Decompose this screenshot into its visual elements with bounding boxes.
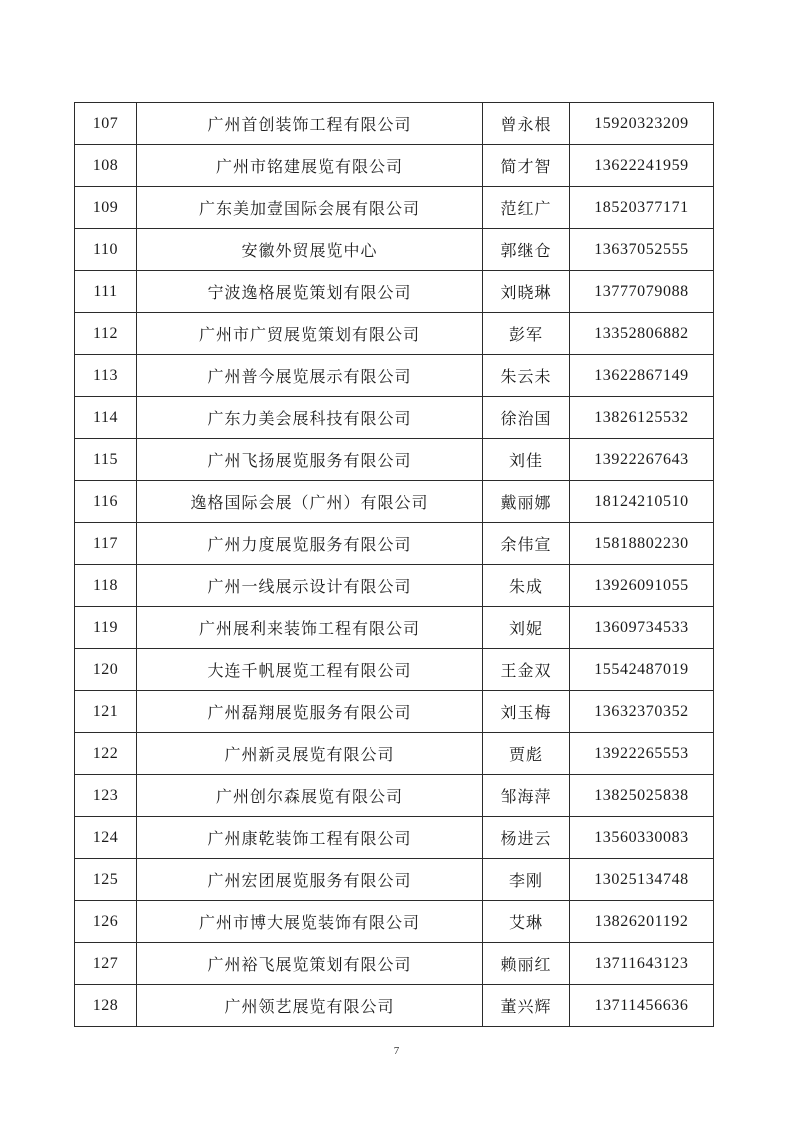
table-row: [75, 439, 714, 481]
row-number: 126: [75, 901, 137, 943]
contact-person: 徐治国: [483, 397, 570, 439]
phone-number: 13926091055: [570, 565, 714, 607]
table-row: [75, 145, 714, 187]
company-name: 广州创尔森展览有限公司: [137, 775, 483, 817]
table-row: [75, 943, 714, 985]
company-name: 广州普今展览展示有限公司: [137, 355, 483, 397]
company-name: 广州市铭建展览有限公司: [137, 145, 483, 187]
company-name: 广州宏团展览服务有限公司: [137, 859, 483, 901]
table-row: [75, 103, 714, 145]
phone-number: 13622241959: [570, 145, 714, 187]
row-number: 108: [75, 145, 137, 187]
table-row: [75, 733, 714, 775]
phone-number: 13711456636: [570, 985, 714, 1027]
table-row: [75, 271, 714, 313]
company-name: 广州裕飞展览策划有限公司: [137, 943, 483, 985]
contact-person: 董兴辉: [483, 985, 570, 1027]
contact-person: 简才智: [483, 145, 570, 187]
row-number: 120: [75, 649, 137, 691]
company-name: 广州力度展览服务有限公司: [137, 523, 483, 565]
contact-person: 刘佳: [483, 439, 570, 481]
company-name: 广州市博大展览装饰有限公司: [137, 901, 483, 943]
table-row: [75, 355, 714, 397]
row-number: 118: [75, 565, 137, 607]
row-number: 114: [75, 397, 137, 439]
company-name: 广州展利来装饰工程有限公司: [137, 607, 483, 649]
table-row: [75, 775, 714, 817]
contact-person: 朱云未: [483, 355, 570, 397]
phone-number: 13352806882: [570, 313, 714, 355]
phone-number: 18520377171: [570, 187, 714, 229]
phone-number: 13711643123: [570, 943, 714, 985]
phone-number: 13637052555: [570, 229, 714, 271]
phone-number: 13922265553: [570, 733, 714, 775]
row-number: 113: [75, 355, 137, 397]
table-row: [75, 313, 714, 355]
row-number: 124: [75, 817, 137, 859]
phone-number: 13826201192: [570, 901, 714, 943]
phone-number: 13922267643: [570, 439, 714, 481]
contact-person: 朱成: [483, 565, 570, 607]
row-number: 115: [75, 439, 137, 481]
phone-number: 13609734533: [570, 607, 714, 649]
table-row: [75, 229, 714, 271]
company-name: 广州首创装饰工程有限公司: [137, 103, 483, 145]
row-number: 121: [75, 691, 137, 733]
contact-person: 赖丽红: [483, 943, 570, 985]
phone-number: 15920323209: [570, 103, 714, 145]
contact-person: 杨进云: [483, 817, 570, 859]
page-number: 7: [393, 1045, 400, 1057]
contact-person: 王金双: [483, 649, 570, 691]
row-number: 125: [75, 859, 137, 901]
row-number: 112: [75, 313, 137, 355]
company-contact-table: [74, 102, 714, 1027]
contact-person: 贾彪: [483, 733, 570, 775]
company-name: 宁波逸格展览策划有限公司: [137, 271, 483, 313]
row-number: 128: [75, 985, 137, 1027]
contact-person: 刘妮: [483, 607, 570, 649]
contact-person: 刘晓琳: [483, 271, 570, 313]
row-number: 119: [75, 607, 137, 649]
contact-person: 李刚: [483, 859, 570, 901]
table-row: [75, 985, 714, 1027]
row-number: 107: [75, 103, 137, 145]
phone-number: 13025134748: [570, 859, 714, 901]
company-name: 广州康乾装饰工程有限公司: [137, 817, 483, 859]
company-name: 逸格国际会展（广州）有限公司: [137, 481, 483, 523]
phone-number: 15542487019: [570, 649, 714, 691]
contact-person: 邹海萍: [483, 775, 570, 817]
phone-number: 13622867149: [570, 355, 714, 397]
company-name: 广州新灵展览有限公司: [137, 733, 483, 775]
contact-person: 戴丽娜: [483, 481, 570, 523]
row-number: 117: [75, 523, 137, 565]
company-name: 广州一线展示设计有限公司: [137, 565, 483, 607]
company-name: 广东力美会展科技有限公司: [137, 397, 483, 439]
phone-number: 13632370352: [570, 691, 714, 733]
contact-person: 余伟宣: [483, 523, 570, 565]
table-row: [75, 817, 714, 859]
table-row: [75, 901, 714, 943]
phone-number: 13560330083: [570, 817, 714, 859]
contact-person: 彭军: [483, 313, 570, 355]
phone-number: 15818802230: [570, 523, 714, 565]
row-number: 127: [75, 943, 137, 985]
table-row: [75, 481, 714, 523]
contact-person: 郭继仓: [483, 229, 570, 271]
phone-number: 13826125532: [570, 397, 714, 439]
table-row: [75, 859, 714, 901]
company-name: 大连千帆展览工程有限公司: [137, 649, 483, 691]
row-number: 109: [75, 187, 137, 229]
phone-number: 13825025838: [570, 775, 714, 817]
table-row: [75, 691, 714, 733]
company-name: 广州市广贸展览策划有限公司: [137, 313, 483, 355]
table-row: [75, 607, 714, 649]
company-name: 广东美加壹国际会展有限公司: [137, 187, 483, 229]
table-row: [75, 397, 714, 439]
contact-person: 范红广: [483, 187, 570, 229]
row-number: 110: [75, 229, 137, 271]
table-row: [75, 187, 714, 229]
company-name: 广州飞扬展览服务有限公司: [137, 439, 483, 481]
row-number: 111: [75, 271, 137, 313]
table-row: [75, 649, 714, 691]
company-name: 安徽外贸展览中心: [137, 229, 483, 271]
row-number: 122: [75, 733, 137, 775]
table-row: [75, 523, 714, 565]
phone-number: 13777079088: [570, 271, 714, 313]
company-name: 广州磊翔展览服务有限公司: [137, 691, 483, 733]
phone-number: 18124210510: [570, 481, 714, 523]
row-number: 123: [75, 775, 137, 817]
table-body: [75, 103, 714, 1027]
company-name: 广州领艺展览有限公司: [137, 985, 483, 1027]
contact-person: 艾琳: [483, 901, 570, 943]
contact-person: 曾永根: [483, 103, 570, 145]
contact-person: 刘玉梅: [483, 691, 570, 733]
row-number: 116: [75, 481, 137, 523]
table-row: [75, 565, 714, 607]
